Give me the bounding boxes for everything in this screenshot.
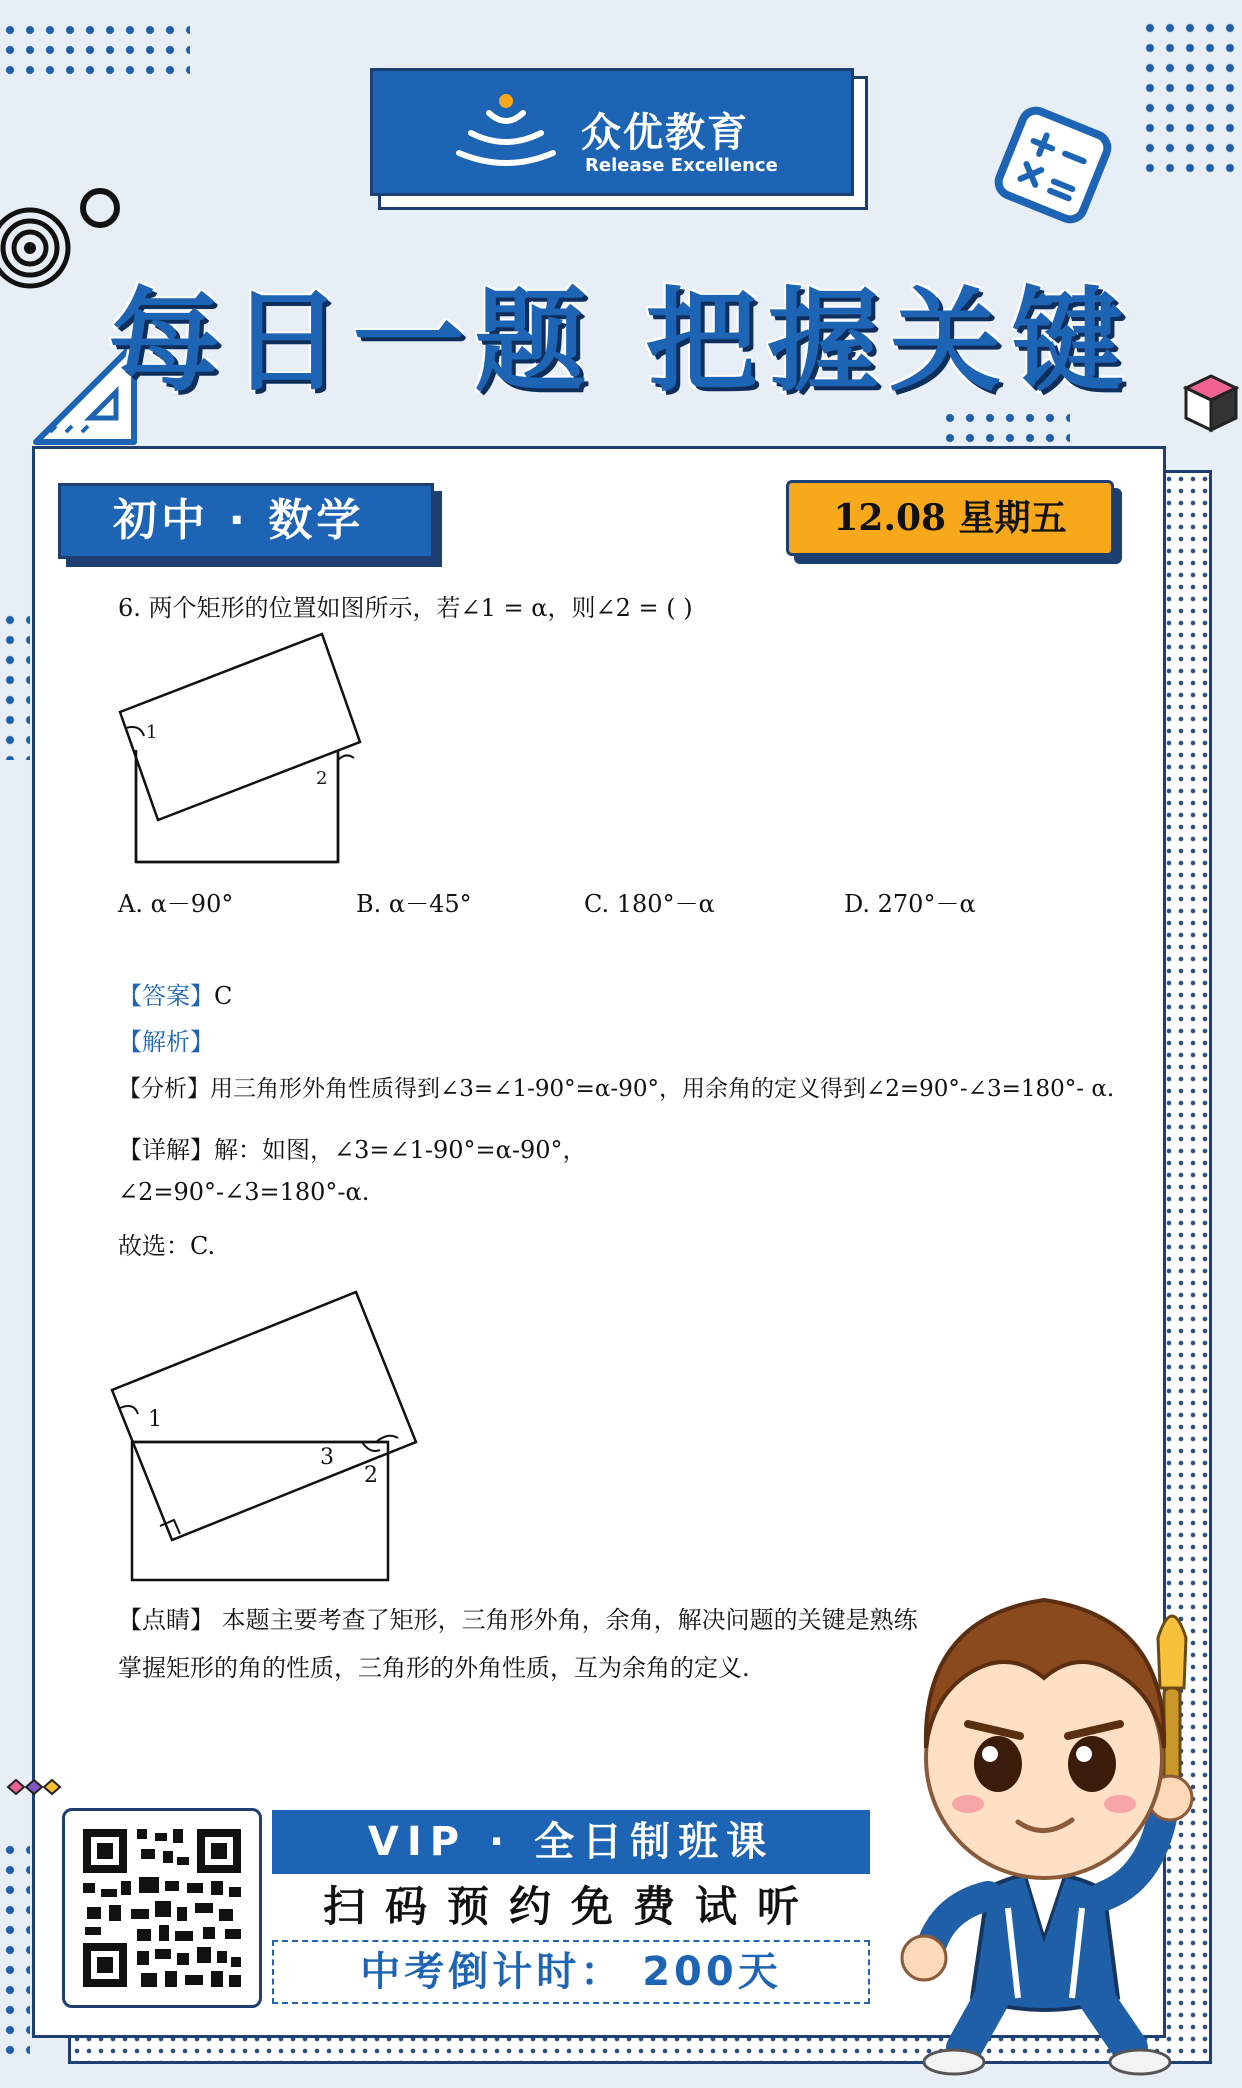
dot-pattern-left-mid bbox=[0, 610, 30, 760]
analysis-label: 【解析】 bbox=[118, 1028, 214, 1056]
exam-countdown: 中考倒计时： 200天 bbox=[272, 1940, 870, 2004]
detail-line-1 bbox=[118, 1130, 586, 1165]
qr-code[interactable] bbox=[62, 1808, 262, 2008]
solution-figure bbox=[108, 1286, 428, 1586]
mascot-boy bbox=[868, 1578, 1212, 2078]
headline-title: 每日一题 把握关键 bbox=[108, 277, 1134, 407]
scan-prompt: 扫码预约免费试听 bbox=[322, 1882, 819, 1931]
answer-label: 【答案】 bbox=[118, 982, 214, 1010]
dot-pattern-top-right bbox=[1140, 18, 1240, 178]
figure-label-1: 1 bbox=[146, 722, 158, 743]
detail-label: 【详解】 bbox=[118, 1136, 214, 1164]
brand-name-en: Release Excellence bbox=[585, 155, 778, 176]
figure-label-2: 2 bbox=[316, 768, 328, 789]
dot-pattern-left-bottom bbox=[0, 1840, 30, 2060]
vip-banner[interactable]: VIP · 全日制班课 bbox=[272, 1810, 870, 1874]
choose-line: 故选：C. bbox=[118, 1232, 216, 1260]
question-figure bbox=[112, 628, 372, 868]
answer-line bbox=[118, 976, 232, 1011]
comment-line-2: 掌握矩形的角的性质，三角形的外角性质，互为余角的定义. bbox=[118, 1654, 750, 1682]
option-b: B. α－45° bbox=[356, 890, 472, 918]
date-badge: 12.08 星期五 bbox=[786, 480, 1114, 556]
fenxi-line bbox=[118, 1070, 1114, 1103]
subject-badge: 初中 · 数学 bbox=[58, 483, 434, 559]
option-c: C. 180°－α bbox=[584, 890, 715, 918]
comment-label: 【点睛】 bbox=[118, 1606, 214, 1634]
dot-pattern-right-mid bbox=[940, 408, 1070, 444]
fenxi-text: 用三角形外角性质得到∠3=∠1-90°=α-90°，用余角的定义得到∠2=90°-∠3=180°- α. bbox=[210, 1076, 1115, 1102]
dot-pattern-top-left bbox=[0, 20, 190, 80]
logo-book-icon bbox=[451, 89, 561, 179]
comment-text-1: 本题主要考查了矩形，三角形外角，余角，解决问题的关键是熟练 bbox=[221, 1606, 918, 1634]
small-cubes-icon bbox=[4, 1774, 64, 1800]
figure2-label-3: 3 bbox=[320, 1445, 334, 1470]
option-a: A. α－90° bbox=[118, 890, 234, 918]
figure2-label-1: 1 bbox=[148, 1407, 162, 1432]
figure2-label-2: 2 bbox=[364, 1463, 378, 1488]
comment-line-1 bbox=[118, 1600, 918, 1635]
question-text: 6. 两个矩形的位置如图所示，若∠1 = α，则∠2 = ( ) bbox=[118, 594, 693, 622]
detail-line-2: ∠2=90°-∠3=180°-α. bbox=[118, 1178, 370, 1206]
brand-name-cn: 众优教育 bbox=[581, 110, 749, 156]
option-d: D. 270°－α bbox=[844, 890, 976, 918]
fenxi-label: 【分析】 bbox=[118, 1076, 210, 1102]
ring-icon bbox=[76, 184, 124, 232]
detail-text-1: 解：如图，∠3=∠1-90°=α-90°， bbox=[214, 1136, 587, 1164]
brand-logo bbox=[370, 68, 854, 196]
answer-value: C bbox=[214, 982, 233, 1010]
calculator-icon bbox=[988, 100, 1118, 230]
qr-code-icon bbox=[65, 1811, 259, 2005]
